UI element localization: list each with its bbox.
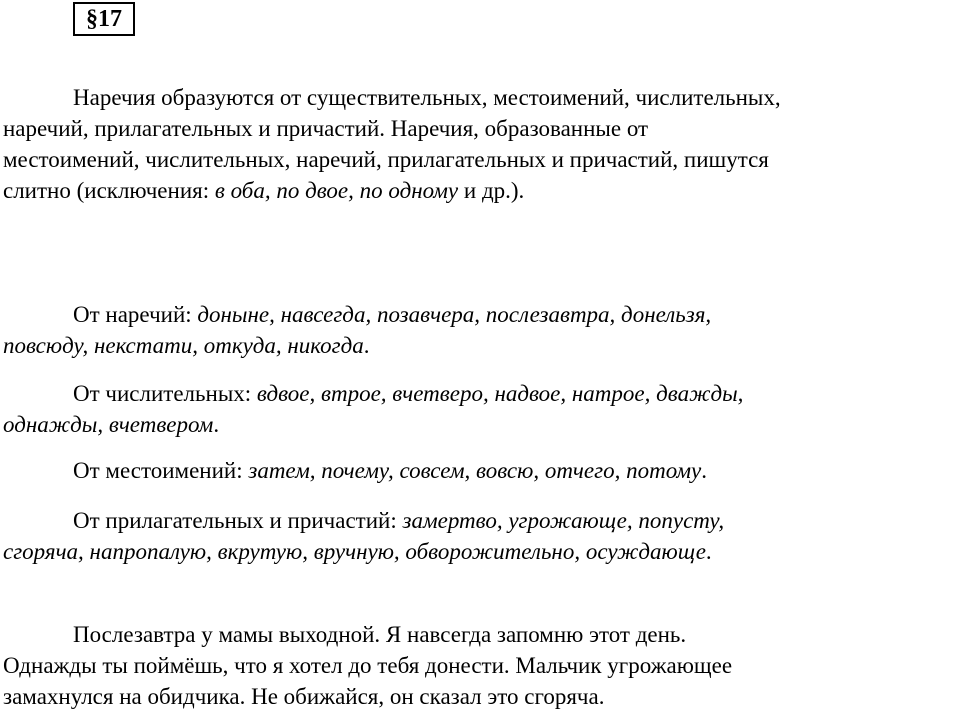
example-words: затем, почему, совсем, вовсю, отчего, потому xyxy=(248,458,702,483)
period: . xyxy=(705,539,712,564)
rule-line: местоимений, числительных, наречий, прилагательных и причастий, пишутся xyxy=(3,147,769,172)
group-pronouns xyxy=(3,455,960,486)
group-line xyxy=(3,409,960,440)
group-line xyxy=(3,330,960,361)
rule-line xyxy=(3,175,960,206)
example-words: вдвое, втрое, вчетверо, надвое, натрое, дважды, xyxy=(256,381,744,406)
group-line xyxy=(3,455,960,486)
exercise-paragraph xyxy=(3,619,960,712)
rule-text: слитно (исключения: xyxy=(3,178,215,203)
rule-text: и др.). xyxy=(458,178,525,203)
example-words: доныне, навсегда, позавчера, послезавтра, донельзя, xyxy=(197,302,712,327)
rule-paragraph xyxy=(3,82,960,206)
group-label: От прилагательных и причастий: xyxy=(73,508,403,533)
period: . xyxy=(213,412,220,437)
group-label: От местоимений: xyxy=(73,458,249,483)
example-words: сгоряча, напропалую, вкрутую, вручную, обворожительно, осуждающе xyxy=(3,539,706,564)
group-numerals xyxy=(3,378,960,440)
group-line xyxy=(3,378,960,409)
group-adverbs xyxy=(3,299,960,361)
period: . xyxy=(701,458,707,483)
example-words: замертво, угрожающе, попусту, xyxy=(402,508,725,533)
exceptions-examples: в оба, по двое, по одному xyxy=(214,178,459,203)
group-label: От числительных: xyxy=(73,381,257,406)
section-number: §17 xyxy=(73,2,135,36)
example-words: однажды, вчетвером xyxy=(3,412,214,437)
group-line xyxy=(3,505,960,536)
group-line xyxy=(3,299,960,330)
group-label: От наречий: xyxy=(73,302,198,327)
example-words: повсюду, некстати, откуда, никогда xyxy=(3,333,364,358)
rule-line: наречий, прилагательных и причастий. Наречия, образованные от xyxy=(3,116,649,141)
exercise-line: Однажды ты поймёшь, что я хотел до тебя донести. Мальчик угрожающее xyxy=(3,653,733,678)
group-line xyxy=(3,536,960,567)
rule-line: Наречия образуются от существительных, местоимений, числительных, xyxy=(73,85,781,110)
group-adjectives xyxy=(3,505,960,567)
exercise-line: замахнулся на обидчика. Не обижайся, он сказал это сгоряча. xyxy=(3,684,605,709)
exercise-line: Послезавтра у мамы выходной. Я навсегда запомню этот день. xyxy=(73,622,687,647)
period: . xyxy=(363,333,370,358)
